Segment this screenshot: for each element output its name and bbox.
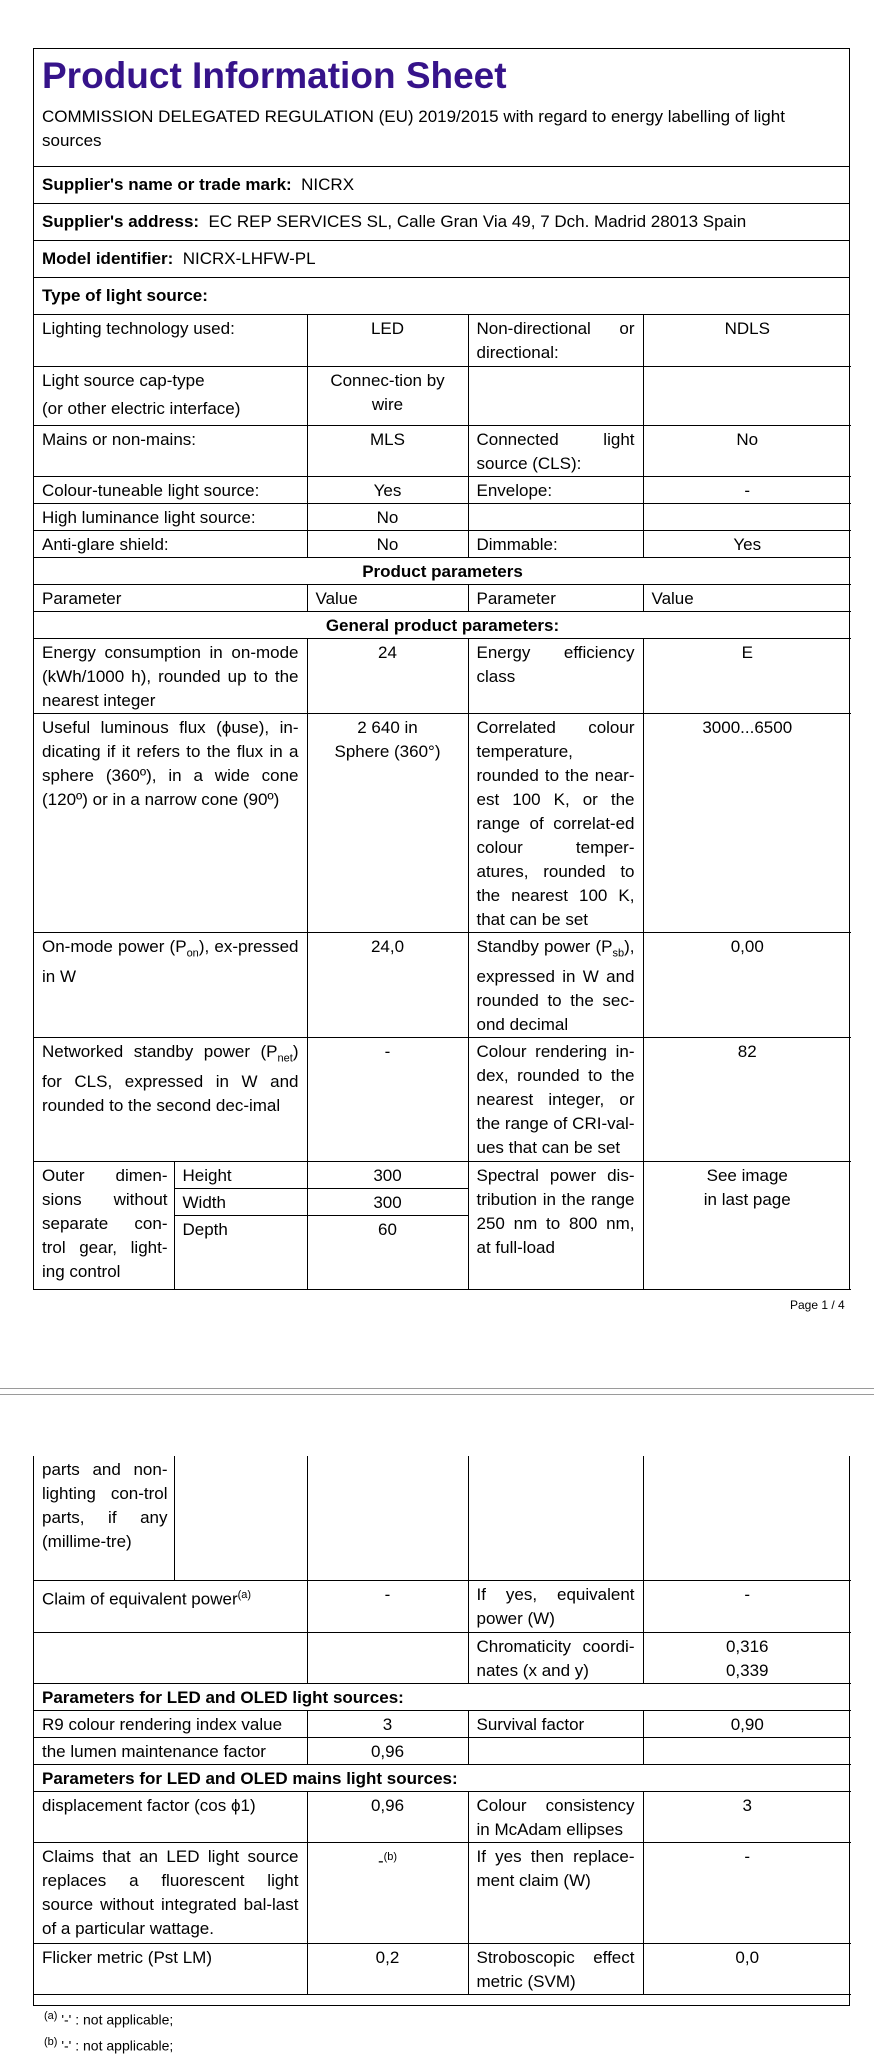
param-value: - — [643, 476, 851, 503]
width-label: Width — [175, 1189, 307, 1216]
table-row — [34, 366, 851, 425]
spd-value-line2: in last page — [703, 1189, 791, 1209]
param-value: 3 — [643, 1791, 851, 1842]
dimension-values — [307, 1161, 468, 1289]
param-label — [34, 366, 307, 425]
param-label: Colour-tuneable light source: — [34, 476, 307, 503]
param-value: 24 — [307, 638, 468, 713]
table-row — [34, 1710, 851, 1737]
param-value: No — [307, 530, 468, 557]
section-heading: Parameters for LED and OLED light sources: — [34, 1683, 851, 1710]
param-label — [468, 503, 643, 530]
empty-cell — [34, 1632, 307, 1683]
table-row — [34, 1456, 851, 1580]
param-label: Energy efficiency class — [468, 638, 643, 713]
footnote-a — [44, 2010, 173, 2028]
table-row — [34, 611, 851, 638]
param-label: Lighting technology used: — [34, 315, 307, 366]
flux-value: 2 640 in — [357, 717, 418, 737]
param-value: 3 — [307, 1710, 468, 1737]
spd-value: See image — [706, 1165, 788, 1185]
param-value: 82 — [643, 1037, 851, 1161]
param-label: Colour consistency in McAdam ellipses — [468, 1791, 643, 1842]
model-row — [34, 241, 849, 278]
param-value: NDLS — [643, 315, 851, 366]
networked-label-end: ) for CLS, expressed in W and rounded to the second dec-imal — [42, 1041, 299, 1116]
page-1 — [33, 48, 850, 1290]
on-mode-label-end: ), ex-pressed in W — [42, 936, 299, 986]
table-row — [34, 1943, 851, 1994]
supplier-address: EC REP SERVICES SL, Calle Gran Via 49, 7 Dch. Madrid 28013 Spain — [208, 212, 747, 231]
table-row — [34, 1791, 851, 1842]
param-value: No — [307, 503, 468, 530]
param-label — [34, 932, 307, 1037]
regulation-subtitle: COMMISSION DELEGATED REGULATION (EU) 2019/2015 with regard to energy labelling of light sources — [34, 101, 849, 167]
table-row — [34, 713, 851, 932]
height-label: Height — [175, 1162, 307, 1189]
param-value: No — [643, 425, 851, 476]
param-label — [34, 1580, 307, 1632]
param-label: Stroboscopic effect metric (SVM) — [468, 1943, 643, 1994]
param-value: Yes — [307, 476, 468, 503]
height-value: 300 — [308, 1162, 468, 1189]
table-row — [34, 1037, 851, 1161]
footnote-text: '-' : not applicable; — [61, 2037, 174, 2054]
page-separator — [0, 1394, 874, 1395]
param-value: - — [307, 1037, 468, 1161]
param-value: LED — [307, 315, 468, 366]
param-label: Colour rendering in-dex, rounded to the nearest integer, or the range of CRI-val-ues that can be set — [468, 1037, 643, 1161]
chromaticity-x: 0,316 — [725, 1636, 769, 1656]
page-title: Product Information Sheet — [42, 55, 507, 96]
empty-cell — [643, 1456, 851, 1580]
param-label: Spectral power dis-tribution in the range 250 nm to 800 nm, at full-load — [468, 1161, 643, 1289]
param-label: Chromaticity coordi-nates (x and y) — [468, 1632, 643, 1683]
param-value: - — [643, 1842, 851, 1943]
empty-cell — [307, 1632, 468, 1683]
param-value: - — [307, 1580, 468, 1632]
table-row — [34, 503, 851, 530]
table-row — [34, 476, 851, 503]
standby-label: Standby power (P — [476, 936, 613, 956]
param-label — [468, 932, 643, 1037]
table-row — [34, 530, 851, 557]
supplier-name-label: Supplier's name or trade mark: — [42, 175, 292, 194]
param-label: If yes then replace-ment claim (W) — [468, 1842, 643, 1943]
page-separator — [0, 1388, 874, 1389]
footnote-ref: (a) — [237, 1588, 252, 1601]
equivalent-label: Claim of equivalent power — [42, 1589, 238, 1609]
table-row — [34, 1737, 851, 1764]
param-label: Anti-glare shield: — [34, 530, 307, 557]
param-label: Claims that an LED light source replaces a fluorescent light source without integrated bal-last of a particular wattage. — [34, 1842, 307, 1943]
param-value: 24,0 — [307, 932, 468, 1037]
table-row — [34, 1683, 851, 1710]
table-row — [34, 932, 851, 1037]
dimensions-label: Outer dimen-sions without separate con-trol gear, light-ing control — [34, 1161, 174, 1289]
claims-value: - — [377, 1851, 384, 1871]
type-heading: Type of light source: — [42, 286, 208, 305]
parameters-table-continued — [34, 1456, 851, 1995]
param-label — [468, 366, 643, 425]
param-label: Envelope: — [468, 476, 643, 503]
param-value: 0,00 — [643, 932, 851, 1037]
table-row — [34, 425, 851, 476]
standby-label-end: ), expressed in W and rounded to the sec-ond decimal — [476, 936, 635, 1034]
empty-cell — [468, 1737, 643, 1764]
param-value: - — [643, 1580, 851, 1632]
param-label: Energy consumption in on-mode (kWh/1000 h), rounded up to the nearest integer — [34, 638, 307, 713]
type-heading-row — [34, 278, 849, 315]
param-value — [643, 1632, 851, 1683]
dimensions-label-continued: parts and non-lighting con-trol parts, if any (millime-tre) — [34, 1456, 174, 1580]
networked-label: Networked standby power (P — [42, 1041, 278, 1061]
cap-type-label: Light source cap-type — [42, 370, 205, 390]
table-row — [34, 638, 851, 713]
param-label: Survival factor — [468, 1710, 643, 1737]
networked-subscript: net — [277, 1052, 293, 1065]
on-mode-subscript: on — [186, 946, 199, 959]
footnote-mark: (a) — [44, 2010, 58, 2022]
param-label: displacement factor (cos ϕ1) — [34, 1791, 307, 1842]
param-value: 0,2 — [307, 1943, 468, 1994]
param-label: Useful luminous flux (ϕuse), in-dicating if it refers to the flux in a sphere (360º), in a wide cone (120º) or in a narrow cone (90º) — [34, 713, 307, 932]
column-header: Parameter — [468, 584, 643, 611]
table-row — [34, 1764, 851, 1791]
param-label: High luminance light source: — [34, 503, 307, 530]
param-value — [643, 503, 851, 530]
cap-type-sublabel: (or other electric interface) — [42, 398, 241, 418]
supplier-name: NICRX — [301, 175, 355, 194]
param-value: MLS — [307, 425, 468, 476]
table-row — [34, 1161, 851, 1289]
table-row — [34, 557, 851, 584]
param-value: 0,0 — [643, 1943, 851, 1994]
dimension-names — [174, 1161, 307, 1289]
empty-cell — [643, 1737, 851, 1764]
standby-subscript: sb — [612, 946, 625, 959]
table-row — [34, 315, 851, 366]
param-label: the lumen maintenance factor — [34, 1737, 307, 1764]
model-label: Model identifier: — [42, 249, 174, 268]
param-label: If yes, equivalent power (W) — [468, 1580, 643, 1632]
param-value — [307, 1842, 468, 1943]
footnote-b — [44, 2036, 173, 2054]
param-label: Correlated colour temperature, rounded to the near-est 100 K, or the range of correlat-ed colour temper-atures, rounded to the nearest 100 K, that can be set — [468, 713, 643, 932]
model-identifier: NICRX-LHFW-PL — [182, 249, 316, 268]
flux-value-geometry: Sphere (360°) — [334, 741, 441, 761]
param-value: E — [643, 638, 851, 713]
table-row — [34, 584, 851, 611]
chromaticity-y: 0,339 — [725, 1660, 769, 1680]
param-label: Flicker metric (Pst LM) — [34, 1943, 307, 1994]
param-value: 3000...6500 — [643, 713, 851, 932]
param-value: 0,90 — [643, 1710, 851, 1737]
section-heading: Parameters for LED and OLED mains light sources: — [34, 1764, 851, 1791]
param-label: Mains or non-mains: — [34, 425, 307, 476]
param-label: R9 colour rendering index value — [34, 1710, 307, 1737]
param-value — [643, 366, 851, 425]
table-row — [34, 1842, 851, 1943]
section-heading: Product parameters — [34, 557, 851, 584]
param-label: Dimmable: — [468, 530, 643, 557]
param-label: Non-directional or directional: — [468, 315, 643, 366]
param-value — [643, 1161, 851, 1289]
supplier-address-row — [34, 204, 849, 241]
column-header: Value — [307, 584, 468, 611]
on-mode-label: On-mode power (P — [42, 936, 187, 956]
footnote-ref: (b) — [383, 1850, 398, 1863]
param-value: Connec-tion by wire — [307, 366, 468, 425]
param-label — [34, 1037, 307, 1161]
depth-value: 60 — [378, 1219, 397, 1239]
page-number: Page 1 / 4 — [790, 1298, 845, 1312]
param-value: 0,96 — [307, 1791, 468, 1842]
supplier-address-label: Supplier's address: — [42, 212, 200, 231]
parameters-table — [34, 315, 851, 1290]
table-row — [34, 1580, 851, 1632]
param-value: Yes — [643, 530, 851, 557]
column-header: Parameter — [34, 584, 307, 611]
param-value: 0,96 — [307, 1737, 468, 1764]
section-heading: General product parameters: — [34, 611, 851, 638]
table-row — [34, 1632, 851, 1683]
page-2 — [33, 1456, 850, 2006]
empty-cell — [468, 1456, 643, 1580]
empty-cell — [307, 1456, 468, 1580]
footnote-text: '-' : not applicable; — [61, 2011, 174, 2028]
footnote-mark: (b) — [44, 2036, 58, 2048]
depth-label: Depth — [182, 1219, 228, 1239]
column-header: Value — [643, 584, 851, 611]
empty-cell — [174, 1456, 307, 1580]
width-value: 300 — [308, 1189, 468, 1216]
param-label: Connected light source (CLS): — [468, 425, 643, 476]
supplier-name-row — [34, 167, 849, 204]
param-value — [307, 713, 468, 932]
